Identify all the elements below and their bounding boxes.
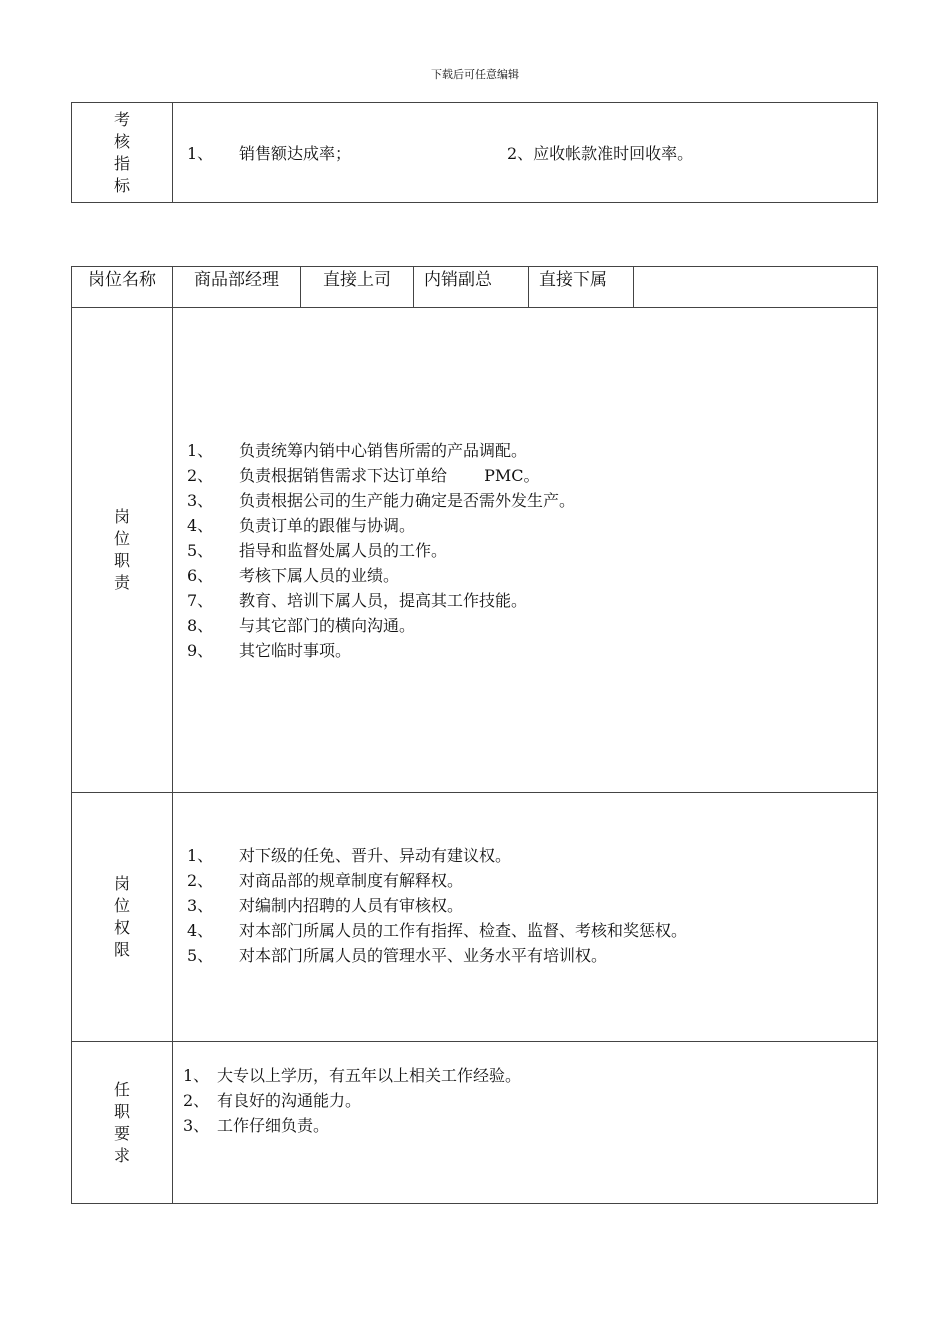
job-title-value-text: 商品部经理 [194, 270, 279, 290]
authority-number: 4、 [187, 920, 214, 940]
authority-item [187, 918, 877, 943]
requirements-label [72, 1042, 173, 1204]
authority-item [187, 943, 877, 968]
duty-text: 教育、培训下属人员，提高其工作技能。 [239, 590, 528, 610]
superior-label-text: 直接上司 [323, 270, 391, 290]
authority-label-char: 限 [113, 940, 130, 959]
duty-number: 4、 [187, 515, 214, 535]
requirement-item [183, 1088, 877, 1113]
duty-text: 指导和监督处属人员的工作。 [239, 540, 448, 560]
subordinate-label [529, 267, 634, 308]
duty-number: 7、 [187, 590, 214, 610]
authority-number: 3、 [187, 895, 214, 915]
authority-label-char: 岗 [113, 874, 130, 893]
kpi-label-char: 指 [113, 153, 130, 173]
kpi-label-char: 标 [113, 175, 130, 195]
requirement-item [183, 1063, 877, 1088]
duty-item [187, 513, 877, 538]
authority-item [187, 893, 877, 918]
kpi-table [71, 102, 878, 203]
duty-text: 与其它部门的横向沟通。 [239, 615, 416, 635]
duty-number: 5、 [187, 540, 214, 560]
duty-number: 1、 [187, 440, 214, 460]
duty-number: 2、 [187, 465, 214, 485]
duties-label-char: 岗 [113, 507, 130, 526]
kpi-label-char: 核 [113, 131, 130, 151]
duty-text: 负责统筹内销中心销售所需的产品调配。 [239, 440, 528, 460]
authority-text: 对本部门所属人员的工作有指挥、检查、监督、考核和奖惩权。 [239, 920, 688, 940]
duty-item [187, 438, 877, 463]
authority-text: 对商品部的规章制度有解释权。 [239, 870, 464, 890]
requirement-text: 工作仔细负责。 [217, 1116, 330, 1135]
requirement-text: 有良好的沟通能力。 [217, 1091, 362, 1110]
duty-item [187, 613, 877, 638]
kpi-label [72, 103, 173, 203]
duty-text: 负责根据公司的生产能力确定是否需外发生产。 [239, 490, 576, 510]
job-title-value [173, 267, 301, 308]
duty-item [187, 488, 877, 513]
page-header-note: 下载后可任意编辑 [431, 68, 519, 81]
superior-label [301, 267, 414, 308]
duty-item [187, 638, 877, 663]
requirements-label-char: 求 [113, 1145, 130, 1165]
authority-item [187, 843, 877, 868]
duty-text: 负责订单的跟催与协调。 [239, 515, 416, 535]
authority-number: 1、 [187, 845, 214, 865]
kpi-item1-number: 1、 [187, 144, 214, 163]
duty-number: 6、 [187, 565, 214, 585]
authority-text: 对本部门所属人员的管理水平、业务水平有培训权。 [239, 945, 608, 965]
job-title-label-text: 岗位名称 [88, 270, 156, 290]
kpi-item1-text: 销售额达成率； [239, 144, 352, 163]
authority-label [72, 793, 173, 1042]
job-table [71, 266, 878, 1204]
superior-value [414, 267, 529, 308]
authority-text: 对编制内招聘的人员有审核权。 [239, 895, 464, 915]
duties-content [173, 308, 878, 793]
kpi-label-char: 考 [113, 109, 130, 129]
authority-item [187, 868, 877, 893]
kpi-item2-text: 2、应收帐款准时回收率。 [507, 144, 694, 163]
authority-number: 5、 [187, 945, 214, 965]
duty-text: 负责根据销售需求下达订单给 PMC。 [239, 465, 540, 485]
kpi-content [173, 103, 878, 203]
requirements-label-char: 职 [113, 1101, 130, 1121]
duty-item [187, 588, 877, 613]
requirement-item [183, 1113, 877, 1138]
duty-number: 9、 [187, 640, 214, 660]
duty-number: 8、 [187, 615, 214, 635]
subordinate-label-text: 直接下属 [539, 270, 607, 290]
requirement-number: 2、 [183, 1091, 210, 1110]
duty-item [187, 563, 877, 588]
authority-content [173, 793, 878, 1042]
requirements-label-char: 要 [113, 1123, 130, 1143]
duties-label-char: 位 [113, 529, 130, 548]
duty-text: 其它临时事项。 [239, 640, 352, 660]
superior-value-text: 内销副总 [424, 270, 492, 290]
requirement-text: 大专以上学历，有五年以上相关工作经验。 [217, 1066, 522, 1085]
authority-label-char: 权 [113, 918, 130, 937]
duties-label [72, 308, 173, 793]
requirements-content [173, 1042, 878, 1204]
duty-item [187, 538, 877, 563]
job-title-label [72, 267, 173, 308]
requirement-number: 3、 [183, 1116, 210, 1135]
requirement-number: 1、 [183, 1066, 210, 1085]
duty-text: 考核下属人员的业绩。 [239, 565, 400, 585]
authority-number: 2、 [187, 870, 214, 890]
duties-label-char: 职 [113, 551, 130, 570]
duties-label-char: 责 [113, 573, 130, 592]
authority-label-char: 位 [113, 896, 130, 915]
duty-number: 3、 [187, 490, 214, 510]
duty-item [187, 463, 877, 488]
subordinate-value [634, 267, 878, 308]
requirements-label-char: 任 [113, 1079, 130, 1099]
authority-text: 对下级的任免、晋升、异动有建议权。 [239, 845, 512, 865]
